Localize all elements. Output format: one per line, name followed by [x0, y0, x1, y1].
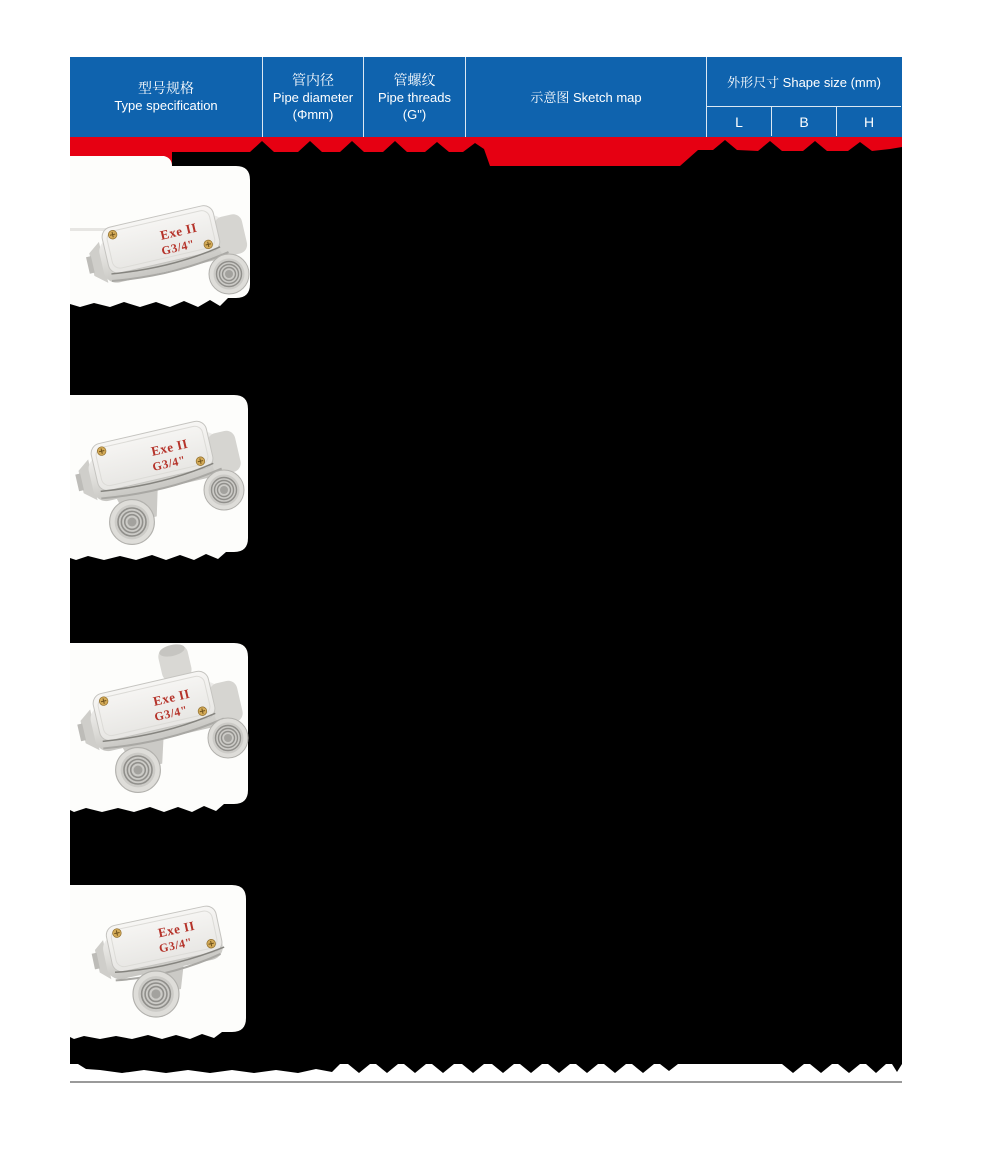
lid-marking-line1: Exe II [151, 685, 192, 709]
header-shape-size-label: 外形尺寸 Shape size (mm) [707, 57, 901, 107]
header-cell-pipe-diameter [263, 57, 364, 137]
header-cell-sketch-map [466, 57, 707, 137]
threaded-port-icon [204, 470, 244, 510]
header-pipe-diameter-zh: 管内径 [292, 71, 334, 88]
header-sub-H: H [836, 107, 901, 136]
table-header [70, 57, 902, 137]
table-body-redacted [70, 166, 902, 1083]
lid-marking-line1: Exe II [156, 917, 197, 941]
header-sub-L: L [735, 113, 743, 130]
header-sub-B: B [771, 107, 836, 136]
header-pipe-diameter-unit: (Φmm) [292, 106, 334, 122]
lid-marking-line1: Exe II [158, 219, 199, 243]
threaded-port-icon [116, 748, 161, 793]
lid-marking-line2: G3/4" [157, 934, 194, 956]
header-pipe-threads-en: Pipe threads [378, 89, 451, 105]
header-shape-size-subrow [707, 107, 901, 136]
lid-marking-line2: G3/4" [151, 452, 188, 474]
header-pipe-threads-unit: (G") [402, 106, 427, 122]
lid-marking-line1: Exe II [149, 435, 190, 459]
threaded-port-icon [133, 971, 179, 1017]
series-banner-redacted [70, 137, 902, 166]
threaded-port-icon [209, 254, 249, 294]
header-pipe-threads-zh: 管螺纹 [393, 71, 436, 88]
header-cell-shape-size [707, 57, 901, 137]
header-cell-pipe-threads [364, 57, 466, 137]
threaded-port-icon [110, 500, 155, 545]
body-canvas [70, 166, 902, 1083]
header-type-spec-zh: 型号规格 [138, 80, 194, 96]
header-sketch-map-label: 示意图 Sketch map [530, 89, 642, 105]
header-type-spec-en: Type specification [114, 98, 218, 113]
header-cell-type-spec [70, 57, 263, 137]
lid-marking-line2: G3/4" [160, 236, 197, 258]
lid-marking-line2: G3/4" [153, 702, 190, 724]
header-pipe-diameter-en: Pipe diameter [272, 89, 354, 105]
table-bottom-line [70, 1081, 902, 1083]
spec-table [70, 57, 902, 1083]
threaded-port-icon [208, 718, 248, 758]
banner-redaction-blobs [70, 137, 902, 166]
